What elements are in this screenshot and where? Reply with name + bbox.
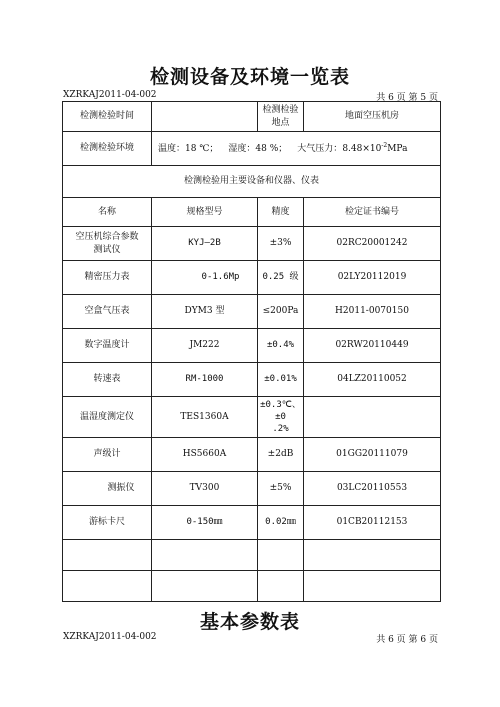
environment-label: 检测检验环境 <box>63 132 152 166</box>
table-row <box>63 329 441 363</box>
column-header-precision: 精度 <box>258 198 304 227</box>
test-location-label <box>258 102 304 132</box>
page-info-2: 共 6 页 第 6 页 <box>376 635 438 645</box>
humidity-label: 湿度： <box>228 143 256 154</box>
table-row <box>63 397 441 438</box>
empty-cell <box>304 571 441 602</box>
test-time-label: 检测检验时间 <box>63 102 152 132</box>
test-time-value <box>152 102 258 132</box>
location-label-line1: 检测检验 <box>262 105 299 116</box>
device-precision: ±3% <box>258 227 304 261</box>
table-row <box>63 295 441 329</box>
device-model: JM222 <box>152 329 258 363</box>
device-model: RM-1000 <box>152 363 258 397</box>
device-cert: 02LY20112019 <box>304 261 441 295</box>
device-precision: ≤200Pa <box>258 295 304 329</box>
empty-cell <box>304 540 441 571</box>
device-name: 声级计 <box>63 438 152 472</box>
empty-cell <box>152 540 258 571</box>
empty-cell <box>258 571 304 602</box>
device-name: 数字温度计 <box>63 329 152 363</box>
device-model: DYM3 型 <box>152 295 258 329</box>
column-header-cert: 检定证书编号 <box>304 198 441 227</box>
device-precision: 0.25 级 <box>258 261 304 295</box>
device-name-line2: 测试仪 <box>93 244 121 255</box>
device-cert: 02RW20110449 <box>304 329 441 363</box>
precision-line1: ±0.3℃、 <box>260 399 301 410</box>
device-model: 0-150㎜ <box>152 506 258 540</box>
page-title-2: 基本参数表 <box>199 611 300 633</box>
empty-cell <box>152 571 258 602</box>
document-id-2: XZRKAJ2011-04-002 <box>63 632 157 642</box>
table-row <box>63 132 441 166</box>
device-name: 精密压力表 <box>63 261 152 295</box>
empty-row <box>63 540 441 571</box>
column-header-name: 名称 <box>63 198 152 227</box>
device-model: 0-1.6Mp <box>152 261 258 295</box>
device-cert: 01CB20112153 <box>304 506 441 540</box>
device-name: 测振仪 <box>63 472 152 506</box>
device-precision: ±0.4% <box>258 329 304 363</box>
environment-values <box>152 132 441 166</box>
device-cert: 01GG20111079 <box>304 438 441 472</box>
location-label-line2: 地点 <box>271 117 290 128</box>
test-location-value: 地面空压机房 <box>304 102 441 132</box>
device-name: 空盒气压表 <box>63 295 152 329</box>
device-precision: 0.02㎜ <box>258 506 304 540</box>
empty-cell <box>63 540 152 571</box>
device-cert: 03LC20110553 <box>304 472 441 506</box>
column-header-model: 规格型号 <box>152 198 258 227</box>
empty-row <box>63 571 441 602</box>
device-name <box>63 227 152 261</box>
device-name: 转速表 <box>63 363 152 397</box>
device-name: 温湿度测定仪 <box>63 397 152 438</box>
temperature-label: 温度： <box>158 143 186 154</box>
table-row <box>63 363 441 397</box>
device-cert: H2011-0070150 <box>304 295 441 329</box>
empty-cell <box>258 540 304 571</box>
device-model: KYJ—2B <box>152 227 258 261</box>
page-info: 共 6 页 第 5 页 <box>376 93 438 103</box>
temperature-value: 18 ℃； <box>185 143 219 154</box>
device-cert: 04LZ20110052 <box>304 363 441 397</box>
table-row <box>63 261 441 295</box>
device-cert: 02RC20001242 <box>304 227 441 261</box>
humidity-value: 48 %； <box>255 143 288 154</box>
table-row <box>63 506 441 540</box>
table-row <box>63 472 441 506</box>
device-cert <box>304 397 441 438</box>
pressure-label: 大气压力： <box>297 143 343 154</box>
device-precision: ±2dB <box>258 438 304 472</box>
device-model: TES1360A <box>152 397 258 438</box>
page-title: 检测设备及环境一览表 <box>149 66 350 88</box>
pressure-value: 8.48×10 <box>342 143 382 154</box>
table-row <box>63 438 441 472</box>
precision-line2: ±0 <box>275 411 286 422</box>
pressure-unit: MPa <box>387 143 408 154</box>
device-model: TV300 <box>152 472 258 506</box>
device-precision: ±5% <box>258 472 304 506</box>
pressure-exponent: -2 <box>381 141 388 149</box>
device-name-line1: 空压机综合参数 <box>75 232 139 243</box>
device-model: HS5660A <box>152 438 258 472</box>
device-precision <box>258 397 304 438</box>
table-row <box>63 102 441 132</box>
table-row <box>63 166 441 198</box>
table-row <box>63 227 441 261</box>
document-id: XZRKAJ2011-04-002 <box>63 90 157 100</box>
empty-cell <box>63 571 152 602</box>
header-row <box>63 198 441 227</box>
equipment-table <box>62 101 441 602</box>
section-header: 检测检验用主要设备和仪器、仪表 <box>63 166 441 198</box>
device-name: 游标卡尺 <box>63 506 152 540</box>
device-precision: ±0.01% <box>258 363 304 397</box>
precision-line3: .2% <box>272 424 289 435</box>
